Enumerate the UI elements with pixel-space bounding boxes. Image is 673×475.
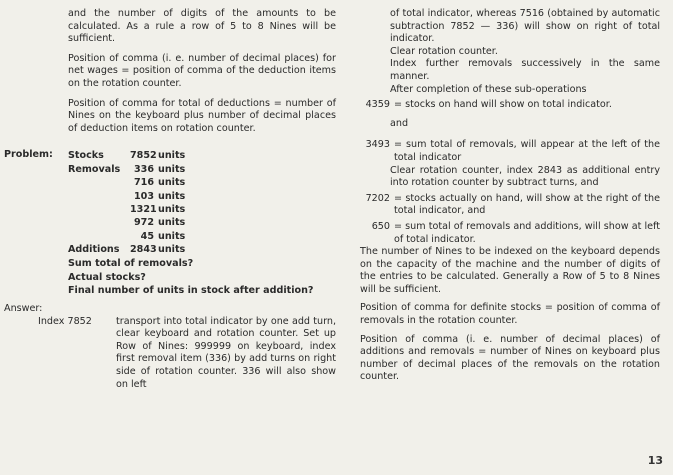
row-value: 336 — [133, 163, 154, 175]
row-value: 2843 — [130, 244, 157, 256]
result-number: 4359 — [365, 99, 390, 111]
paragraph: After completion of these sub-operations — [390, 83, 587, 95]
result-text: = sum total of removals and additions, will show at left of total indicator. — [394, 220, 660, 245]
row-unit: units — [158, 230, 186, 242]
question: Actual stocks? — [68, 271, 146, 283]
row-label: Stocks — [68, 150, 104, 162]
paragraph: Position of comma for definite stocks = position of comma of removals in the rotation counter. — [360, 302, 660, 327]
result-line — [360, 99, 660, 112]
result-number: 7202 — [365, 192, 390, 204]
row-value: 45 — [140, 230, 154, 242]
row-unit: units — [158, 163, 186, 175]
problem-rows — [68, 149, 336, 297]
problem-label: Problem: — [4, 149, 53, 161]
answer-block — [0, 316, 336, 392]
question: Sum total of removals? — [68, 258, 194, 270]
problem-row — [68, 163, 336, 176]
paragraph: Clear rotation counter, index 2843 as additional entry into rotation counter by subtract turns, and — [390, 164, 660, 189]
problem-block — [0, 149, 336, 297]
problem-row — [68, 203, 336, 216]
paragraph: Position of comma for total of deductions = number of Nines on the keyboard plus number of decimal places of deduction items on rotation counter. — [68, 97, 336, 134]
answer-label: Answer: — [4, 302, 43, 314]
row-label: Additions — [68, 244, 120, 256]
problem-row — [68, 243, 336, 256]
paragraph: of total indicator, whereas 7516 (obtained by automatic subtraction 7852 — 336) will show on right of total indicator. — [390, 8, 660, 45]
problem-row — [68, 230, 336, 243]
row-unit: units — [158, 190, 186, 202]
row-unit: units — [158, 217, 186, 229]
paragraph: Clear rotation counter. — [390, 45, 498, 57]
row-label: Removals — [68, 163, 121, 175]
row-value: 7852 — [130, 150, 157, 162]
paragraph: and the number of digits of the amounts to be calculated. As a rule a row of 5 to 8 Nines will be sufficient. — [68, 8, 336, 45]
paragraph: Position of comma (i. e. number of decimal places) for net wages = position of comma of the deduction items on the rotation counter. — [68, 52, 336, 89]
result-line — [360, 139, 660, 164]
row-value: 716 — [133, 177, 154, 189]
row-unit: units — [158, 150, 186, 162]
result-number: 650 — [371, 220, 390, 232]
answer-index: Index 7852 — [38, 315, 92, 327]
row-value: 1321 — [130, 203, 157, 215]
result-text: = sum total of removals, will appear at the left of the total indicator — [394, 139, 660, 163]
row-unit: units — [158, 244, 186, 256]
left-column — [0, 8, 336, 391]
row-unit: units — [158, 203, 186, 215]
problem-row — [68, 190, 336, 203]
right-column — [360, 8, 660, 384]
result-text: = stocks actually on hand, will show at the right of the total indicator, and — [394, 192, 660, 217]
paragraph: The number of Nines to be indexed on the keyboard depends on the capacity of the machine and the number of digits of the entries to be calculated. Generally a Row of 5 to 8 Nines will be sufficient. — [360, 246, 660, 295]
paragraph: Index further removals successively in the same manner. — [390, 58, 660, 82]
paragraph: and — [390, 117, 409, 129]
row-unit: units — [158, 177, 186, 189]
row-value: 972 — [133, 217, 154, 229]
result-line — [360, 193, 660, 218]
result-text: = stocks on hand will show on total indicator. — [394, 99, 612, 111]
problem-row — [68, 176, 336, 189]
result-line — [360, 221, 660, 246]
problem-row — [68, 216, 336, 229]
page-number: 13 — [647, 454, 663, 467]
problem-questions — [68, 257, 336, 297]
problem-row — [68, 149, 336, 162]
row-value: 103 — [133, 190, 154, 202]
answer-text: transport into total indicator by one add turn, clear keyboard and rotation counter. Set up Row of Nines: 999999 on keyboard, index first removal item (336) by add turns on right side of rotation counter. 336 will also show on left — [116, 315, 336, 390]
question: Final number of units in stock after addition? — [68, 285, 314, 297]
result-number: 3493 — [365, 139, 390, 151]
paragraph: Position of comma (i. e. number of decimal places) of additions and removals = number of Nines on keyboard plus number of decimal places of the removals on the rotation counter. — [360, 333, 660, 383]
